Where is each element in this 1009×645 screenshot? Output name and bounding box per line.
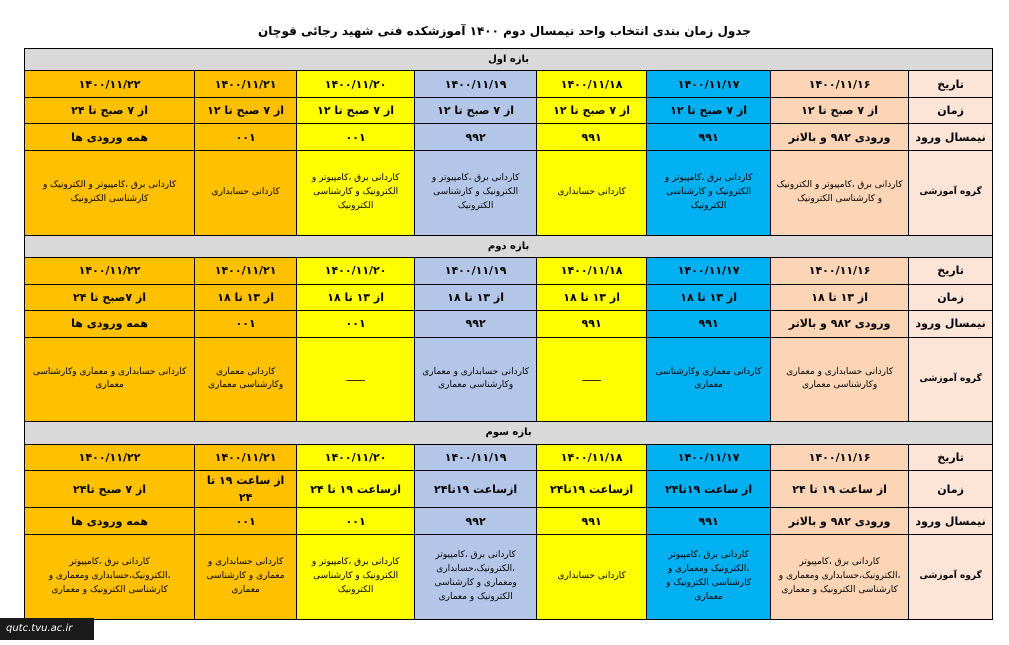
- date-cell: ۱۴۰۰/۱۱/۲۱: [195, 71, 297, 98]
- time-cell: ازساعت ۱۹تا۲۴: [415, 471, 537, 508]
- date-cell: ۱۴۰۰/۱۱/۱۷: [647, 71, 771, 98]
- group-cell: کاردانی برق ،کامپیوتر و الکترونیک و کارشناسی الکترونیک: [25, 150, 195, 235]
- entry-cell: ۹۹۱: [537, 311, 647, 338]
- schedule-body: [25, 49, 993, 620]
- date-cell: ۱۴۰۰/۱۱/۱۶: [771, 258, 909, 285]
- time-cell: از ۷ صبح تا ۱۲: [195, 97, 297, 124]
- row-label-group: گروه آموزشی: [909, 150, 993, 235]
- row-label-entry: نیمسال ورود: [909, 311, 993, 338]
- entry-cell: ۰۰۱: [297, 311, 415, 338]
- entry-cell: ۹۹۲: [415, 124, 537, 151]
- date-cell: ۱۴۰۰/۱۱/۱۹: [415, 71, 537, 98]
- group-cell: کاردانی حسابداری و معماری وکارشناسی معماری: [415, 337, 537, 422]
- group-cell: کاردانی برق ،کامپیوتر و الکترونیک و کارشناسی الکترونیک: [647, 150, 771, 235]
- date-cell: ۱۴۰۰/۱۱/۲۱: [195, 258, 297, 285]
- time-cell: از ۷ صبح تا ۱۲: [771, 97, 909, 124]
- date-cell: ۱۴۰۰/۱۱/۲۲: [25, 258, 195, 285]
- group-row: [25, 534, 993, 619]
- date-cell: ۱۴۰۰/۱۱/۱۸: [537, 258, 647, 285]
- time-cell: از ۱۳ تا ۱۸: [771, 284, 909, 311]
- period-title: بازه دوم: [25, 235, 993, 257]
- group-cell: ـــــــ: [297, 337, 415, 422]
- time-cell: از ۱۳ تا ۱۸: [537, 284, 647, 311]
- row-label-time: زمان: [909, 284, 993, 311]
- entry-cell: ۰۰۱: [195, 311, 297, 338]
- period-header-row: [25, 422, 993, 444]
- entry-row: [25, 124, 993, 151]
- period-header-row: [25, 49, 993, 71]
- date-cell: ۱۴۰۰/۱۱/۲۲: [25, 71, 195, 98]
- entry-cell: ۹۹۱: [647, 311, 771, 338]
- time-cell: از ساعت ۱۹ تا ۲۴: [771, 471, 909, 508]
- entry-cell: ورودی ۹۸۲ و بالاتر: [771, 508, 909, 535]
- date-cell: ۱۴۰۰/۱۱/۱۹: [415, 258, 537, 285]
- entry-cell: ۰۰۱: [297, 508, 415, 535]
- group-cell: کاردانی برق ،کامپیوتر ،الکترونیک،حسابداری ومعماری و کارشناسی الکترونیک و معماری: [25, 534, 195, 619]
- group-cell: کاردانی حسابداری: [537, 150, 647, 235]
- time-cell: از ۷صبح تا ۲۴: [25, 284, 195, 311]
- time-cell: از ۷ صبح تا ۱۲: [297, 97, 415, 124]
- group-cell: کاردانی حسابداری: [537, 534, 647, 619]
- row-label-time: زمان: [909, 97, 993, 124]
- time-cell: ازساعت ۱۹تا۲۴: [537, 471, 647, 508]
- entry-row: [25, 311, 993, 338]
- row-label-group: گروه آموزشی: [909, 337, 993, 422]
- date-cell: ۱۴۰۰/۱۱/۱۹: [415, 444, 537, 471]
- entry-cell: ۰۰۱: [297, 124, 415, 151]
- period-title: بازه سوم: [25, 422, 993, 444]
- time-row: [25, 97, 993, 124]
- group-cell: کاردانی حسابداری و معماری وکارشناسی معماری: [25, 337, 195, 422]
- period-header-row: [25, 235, 993, 257]
- entry-cell: ورودی ۹۸۲ و بالاتر: [771, 124, 909, 151]
- entry-cell: ۹۹۲: [415, 311, 537, 338]
- entry-cell: ۹۹۱: [537, 124, 647, 151]
- row-label-time: زمان: [909, 471, 993, 508]
- row-label-entry: نیمسال ورود: [909, 124, 993, 151]
- group-row: [25, 150, 993, 235]
- entry-cell: ۹۹۲: [415, 508, 537, 535]
- group-cell: کاردانی برق ،کامپیوتر و الکترونیک و کارشناسی الکترونیک: [297, 534, 415, 619]
- time-cell: از ۷ صبح تا ۲۴: [25, 97, 195, 124]
- group-cell: کاردانی حسابداری و معماری وکارشناسی معماری: [771, 337, 909, 422]
- time-cell: از ۷ صبح تا ۱۲: [537, 97, 647, 124]
- date-cell: ۱۴۰۰/۱۱/۲۰: [297, 444, 415, 471]
- group-cell: کاردانی برق ،کامپیوتر و الکترونیک و کارشناسی الکترونیک: [771, 150, 909, 235]
- site-watermark: qutc.tvu.ac.ir: [0, 618, 94, 640]
- date-cell: ۱۴۰۰/۱۱/۲۰: [297, 258, 415, 285]
- group-cell: کاردانی برق ،کامپیوتر ،الکترونیک،حسابداری ومعماری و کارشناسی الکترونیک و معماری: [415, 534, 537, 619]
- group-cell: کاردانی برق ،کامپیوتر و الکترونیک و کارشناسی الکترونیک: [297, 150, 415, 235]
- group-cell: کاردانی برق ،کامپیوتر ،الکترونیک ومعماری و کارشناسی الکترونیک و معماری: [647, 534, 771, 619]
- time-row: [25, 471, 993, 508]
- date-row: [25, 258, 993, 285]
- time-row: [25, 284, 993, 311]
- date-cell: ۱۴۰۰/۱۱/۲۱: [195, 444, 297, 471]
- entry-cell: ۹۹۱: [647, 124, 771, 151]
- group-cell: کاردانی برق ،کامپیوتر ،الکترونیک،حسابداری ومعماری و کارشناسی الکترونیک و معماری: [771, 534, 909, 619]
- time-cell: از ۱۳ تا ۱۸: [195, 284, 297, 311]
- entry-cell: ورودی ۹۸۲ و بالاتر: [771, 311, 909, 338]
- row-label-date: تاریخ: [909, 71, 993, 98]
- time-cell: از ۷ صبح تا ۱۲: [415, 97, 537, 124]
- date-cell: ۱۴۰۰/۱۱/۱۶: [771, 71, 909, 98]
- row-label-group: گروه آموزشی: [909, 534, 993, 619]
- time-cell: از ۱۳ تا ۱۸: [297, 284, 415, 311]
- entry-cell: همه ورودی ها: [25, 311, 195, 338]
- date-cell: ۱۴۰۰/۱۱/۱۷: [647, 444, 771, 471]
- entry-cell: ۰۰۱: [195, 508, 297, 535]
- group-cell: کاردانی برق ،کامپیوتر و الکترونیک و کارشناسی الکترونیک: [415, 150, 537, 235]
- date-cell: ۱۴۰۰/۱۱/۲۲: [25, 444, 195, 471]
- time-cell: از ساعت ۱۹ تا ۲۴: [195, 471, 297, 508]
- entry-row: [25, 508, 993, 535]
- time-cell: از ۱۳ تا ۱۸: [415, 284, 537, 311]
- entry-cell: ۰۰۱: [195, 124, 297, 151]
- group-cell: کاردانی حسابداری: [195, 150, 297, 235]
- group-cell: کاردانی معماری وکارشناسی معماری: [195, 337, 297, 422]
- entry-cell: ۹۹۱: [647, 508, 771, 535]
- row-label-date: تاریخ: [909, 258, 993, 285]
- period-title: بازه اول: [25, 49, 993, 71]
- time-cell: از ساعت ۱۹تا۲۴: [647, 471, 771, 508]
- date-cell: ۱۴۰۰/۱۱/۱۸: [537, 444, 647, 471]
- schedule-table: [24, 48, 993, 620]
- date-row: [25, 71, 993, 98]
- date-cell: ۱۴۰۰/۱۱/۱۸: [537, 71, 647, 98]
- date-cell: ۱۴۰۰/۱۱/۱۷: [647, 258, 771, 285]
- time-cell: از ۷ صبح تا ۱۲: [647, 97, 771, 124]
- time-cell: از ۷ صبح تا۲۴: [25, 471, 195, 508]
- time-cell: از ۱۳ تا ۱۸: [647, 284, 771, 311]
- date-row: [25, 444, 993, 471]
- group-cell: کاردانی حسابداری و معماری و کارشناسی معماری: [195, 534, 297, 619]
- group-cell: ـــــــ: [537, 337, 647, 422]
- row-label-entry: نیمسال ورود: [909, 508, 993, 535]
- entry-cell: همه ورودی ها: [25, 508, 195, 535]
- entry-cell: ۹۹۱: [537, 508, 647, 535]
- row-label-date: تاریخ: [909, 444, 993, 471]
- date-cell: ۱۴۰۰/۱۱/۱۶: [771, 444, 909, 471]
- group-cell: کاردانی معماری وکارشناسی معماری: [647, 337, 771, 422]
- date-cell: ۱۴۰۰/۱۱/۲۰: [297, 71, 415, 98]
- entry-cell: همه ورودی ها: [25, 124, 195, 151]
- page-title: جدول زمان بندی انتخاب واحد نیمسال دوم ۱۴۰۰ آموزشکده فنی شهید رجائی قوچان: [258, 24, 751, 38]
- time-cell: ازساعت ۱۹ تا ۲۴: [297, 471, 415, 508]
- group-row: [25, 337, 993, 422]
